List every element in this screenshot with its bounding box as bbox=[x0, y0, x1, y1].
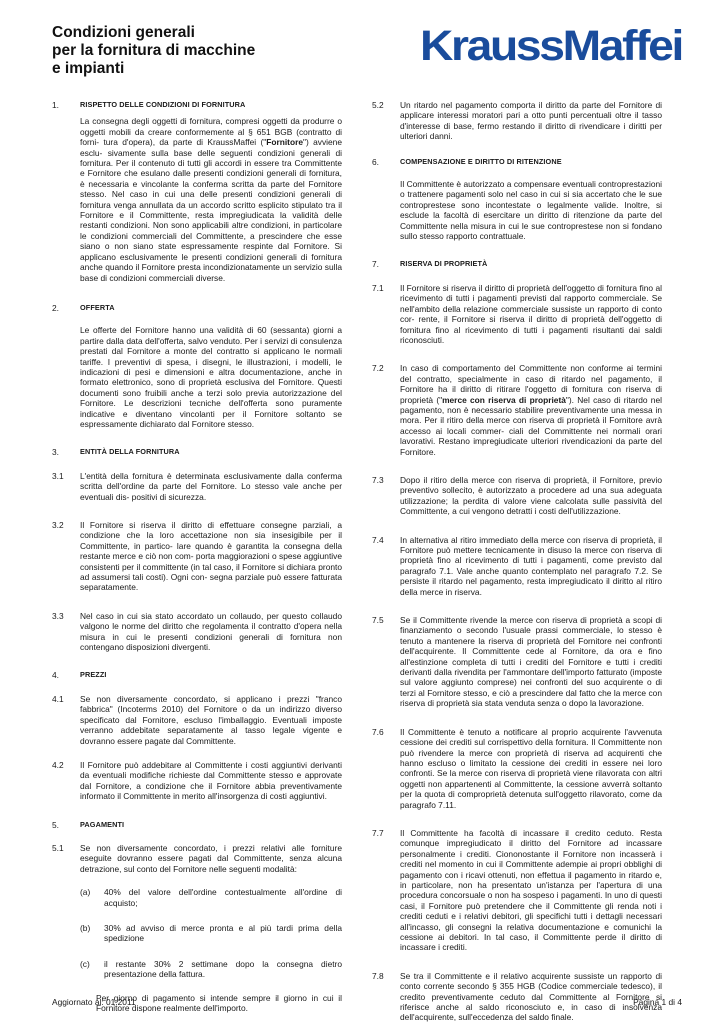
section-heading: RISERVA DI PROPRIETÀ bbox=[400, 259, 488, 269]
section-text: Il Committente è autorizzato a compensare eventuali controprestazioni o trattenere pagamenti solo nel caso in cui si sia accertato che le sue controprestese sono incontestate o legalmente valide. Inoltre, si esclude la facoltà di esercitare un diritto di ritenzione da parte del Committente nella misura in cui le sue controprestese non si fondano sullo stesso rapporto contrattuale. bbox=[400, 179, 662, 242]
section-text: Il Committente è tenuto a notificare al proprio acquirente l'avvenuta cessione dei crediti sul corrispettivo della fornitura. Il Committente non può rivendere la merce con proprietà di riserva ad acquirenti che hanno escluso o limitato la cessione dei crediti in essere nei loro confronti. Se la merce con riserva di proprietà viene rilavorata con altri oggetti non appartenenti al Committente, la cessione avverrà soltanto per la quota di comproprietà detenuta sull'oggetto rilavorato, come da paragrafo 7.11. bbox=[400, 726, 662, 810]
section-number: 3.2 bbox=[52, 520, 64, 530]
section-5 bbox=[52, 820, 342, 830]
section-number: 7.1 bbox=[372, 282, 384, 293]
section-4-1 bbox=[52, 694, 342, 746]
left-column bbox=[52, 100, 342, 1026]
section-7-3 bbox=[372, 475, 662, 517]
section-number: 6. bbox=[372, 156, 379, 167]
section-3 bbox=[52, 447, 342, 457]
section-number: 7.5 bbox=[372, 615, 384, 626]
section-number: 7.8 bbox=[372, 970, 384, 981]
section-text: Nel caso in cui sia stato accordato un collaudo, per questo collaudo valgono le norme del diritto che regolamenta il contratto d'opera nella misura in cui le presenti condizioni generali di fornitura non contengano disposizioni divergenti. bbox=[80, 610, 342, 653]
section-7 bbox=[372, 259, 662, 269]
section-text: Il Committente ha facoltà di incassare il credito ceduto. Resta comunque impregiudicato il diritto del Fornitore ad incassare personalmente i crediti. Ciononostante il Fornitore non incasserà i crediti nel momento in cui il Committente adempie ai propri obblighi di pagamento con i ricavi ottenuti, non effettua il pagamento in ritardo e, in particolare, non ha presentato un'istanza per l'apertura di una procedura concorsuale o non ha sospeso i pagamenti. In uno di questi casi, il Fornitore può pretendere che il Committente gli renda noti i crediti ceduti e i relativi debitori, gli specifichi tutti i dettagli necessari all'incasso, gli consegni la relativa documentazione e comunichi la cessione ai debitori. In tal caso, il Committente perde il diritto di incassare i crediti. bbox=[400, 827, 662, 953]
section-number: 3.3 bbox=[52, 610, 64, 621]
section-text: Se il Committente rivende la merce con riserva di proprietà a scopi di finanziamento o secondo l'usuale prassi commerciale, lo stesso è tenuto a mantenere la riserva di proprietà del Fornitore nei confronti dell'acquirente. Il Committente cede al Fornitore, da ora e fino all'estinzione completa di tutti i crediti del Fornitore e tutti i crediti derivanti dalla rivendita per l'ammontare dell'importo fatturato (imposte sul valore aggiunto comprese) nei confronti del suo acquirente o di terzi al Fornitore stesso, e ciò a prescindere dal fatto che la merce con riserva di proprietà sia stata venduta senza o dopo la lavorazione. bbox=[400, 615, 662, 709]
list-item-b bbox=[80, 923, 342, 944]
logo-text: KraussMaffei bbox=[420, 22, 682, 70]
section-6 bbox=[372, 157, 662, 242]
footer-date: Aggiornato al: 01.2011 bbox=[52, 997, 136, 1007]
section-text: Il Fornitore si riserva il diritto di effettuare consegne parziali, a condizione che la loro accettazione non sia insesigibile per il Committente, in partico- lare quando è garantita la consegna della restante merce e ciò non com- porta maggiorazioni o spese aggiuntive consistenti per il committente (in tal caso, il Fornitore si dichiara pronto ad assumersi tali costi). Ogni con- segna parziale può essere fatturata separatamente. bbox=[80, 520, 342, 593]
section-number: 4.2 bbox=[52, 759, 64, 770]
section-7-6 bbox=[372, 727, 662, 810]
section-4 bbox=[52, 670, 342, 680]
section-number: 4. bbox=[52, 670, 59, 681]
list-item-c bbox=[80, 959, 342, 980]
list-text: il restante 30% 2 settimane dopo la consegna dietro presentazione della fattura. bbox=[104, 958, 342, 980]
section-number: 7.2 bbox=[372, 363, 384, 374]
section-text: Il Fornitore si riserva il diritto di proprietà dell'oggetto di fornitura fino al ricevimento di tutti i pagamenti previsti dal rapporto commerciale. Se nell'ambito della relazione commerciale sussiste un rapporto di conto cor- rente, il Fornitore si riserva il diritto di proprietà dell'oggetto di fornitura fino al ricevimento di tutti i pagamenti risultanti dai saldi riconosciuti. bbox=[400, 282, 662, 345]
list-item-a bbox=[80, 887, 342, 908]
section-3-3 bbox=[52, 611, 342, 653]
section-number: 3. bbox=[52, 447, 59, 458]
section-4-2 bbox=[52, 760, 342, 802]
footer-page-number: Pagina 1 di 4 bbox=[633, 997, 682, 1007]
list-text: 30% ad avviso di merce pronta e al più tardi prima della spedizione bbox=[104, 922, 342, 944]
section-number: 5.2 bbox=[372, 100, 384, 110]
section-text: Il Fornitore può addebitare al Committente i costi aggiuntivi derivanti da eventuali modifiche richieste dal Committente stesso e approvate dal Fornitore, a condizione che il Fornitore abbia preventivamente informato il Committente in merito all'insorgenza di costi aggiuntivi. bbox=[80, 759, 342, 802]
section-number: 7. bbox=[372, 259, 379, 270]
section-text: La consegna degli oggetti di fornitura, compresi oggetti da produrre o oggetti mobili da creare conformemente al § 651 BGB (contratto di forni- tura d'opera), da parte di KraussMaffei ("Fornitore") avviene esclu- sivamente sulla base delle seguenti condizioni generali di fornitura. Per il contenuto di tutti gli accordi in essere tra Committente e Fornitore che esulano dalle presenti condizioni generali di fornitura, è necessaria e vincolante la conferma scritta da parte del Fornitore stesso. Nel caso in cui una delle presenti condizioni generali di fornitura venga annullata da un accordo scritto esplicito stipulato tra il Fornitore e il Committente, resta impregiudicata la validità delle restanti condizioni. Non sono applicabili altre condizioni, in particolare le condizioni commerciali del Committente, a prescindere che esse siano o non siano state espressamente respinte dal Fornitore. Si applicano esclusivamente le presenti condizioni generali di fornitura anche quando il Fornitore presta incondizionatamente un servizio sulla base di condizioni commerciali diverse. bbox=[80, 116, 342, 283]
section-number: 3.1 bbox=[52, 470, 64, 481]
list-text: 40% del valore dell'ordine contestualmente all'ordine di acquisto; bbox=[104, 887, 342, 908]
section-text: Per giorno di pagamento si intende sempre il giorno in cui il Fornitore dispone realmente dell'importo. bbox=[96, 992, 342, 1013]
right-column bbox=[372, 100, 662, 1036]
section-text: In caso di comportamento del Committente non conforme ai termini del contratto, specialmente in caso di ritardo nel pagamento, il Fornitore ha il diritto di ritirare l'oggetto di fornitura con riserva di proprietà ("merce con riserva di proprietà"). Nel caso di ritardo nel pagamento, non è necessario stabilire preventivamente una messa in mora. Per il ritiro della merce con riserva di proprietà il Fornitore avrà accesso ai locali commer- ciali del Committente nei normali orari lavorativi. Restano impregiudicate ulteriori rivendicazioni da parte del Fornitore. bbox=[400, 363, 662, 457]
section-5-1 bbox=[52, 843, 342, 874]
section-number: 7.6 bbox=[372, 726, 384, 737]
title-line-2: per la fornitura di macchine bbox=[52, 42, 256, 59]
section-3-1 bbox=[52, 471, 342, 502]
kraussmaffei-logo bbox=[420, 20, 682, 70]
section-number: 7.4 bbox=[372, 534, 384, 545]
section-heading: OFFERTA bbox=[80, 302, 115, 312]
section-heading: COMPENSAZIONE E DIRITTO DI RITENZIONE bbox=[400, 156, 562, 166]
section-text: Le offerte del Fornitore hanno una validità di 60 (sessanta) giorni a partire dalla data dell'offerta, salvo venduto. Per i servizi di consulenza prestati dal Fornitore a monte del contratto si applicano le normali tariffe. I preventivi di spesa, i disegni, le illustrazioni, i modelli, le indicazioni di pesi e dimensioni e altra documentazione, anche in formato elettronico, sono di proprietà esclusiva del Fornitore. Questi documenti sono fruibili anche a terzi solo previa autorizzazione del Fornitore. Le descrizioni tecniche dell'offerta sono puramente indicative e diventano vincolanti per il Fornitore soltanto se espressamente dichiarato dal Fornitore stesso. bbox=[80, 325, 342, 429]
section-heading: ENTITÀ DELLA FORNITURA bbox=[80, 447, 180, 457]
section-text: Dopo il ritiro della merce con riserva di proprietà, il Fornitore, previo preventivo sollecito, è autorizzato a procedere ad una sua adeguata utilizzazione; la perdita di valore viene calcolata sulle passività del Committente, a cui vengono detratti i costi dell'utilizzazione. bbox=[400, 474, 662, 517]
section-number: 7.3 bbox=[372, 474, 384, 485]
section-1 bbox=[52, 100, 342, 283]
section-heading: PREZZI bbox=[80, 670, 107, 680]
section-7-7 bbox=[372, 828, 662, 953]
section-text: Un ritardo nel pagamento comporta il diritto da parte del Fornitore di applicare interessi moratori pari a otto punti percentuali oltre il tasso d'interesse di base, fermo restando il diritto di rivendicare i diritti per ulteriori danni. bbox=[400, 100, 662, 142]
section-7-2 bbox=[372, 363, 662, 457]
section-number: 2. bbox=[52, 302, 59, 313]
section-text: Se tra il Committente e il relativo acquirente sussiste un rapporto di conto corrente secondo § 355 HGB (Codice commerciale tedesco), il credito preventivamente ceduto dal Committente al Fornitore si riferisce anche al saldo riconosciuto e, in caso di insolvenza dell'acquirente, sull'eccedenza del saldo finale. bbox=[400, 970, 662, 1023]
list-label: (a) bbox=[80, 887, 91, 898]
section-2 bbox=[52, 303, 342, 429]
title-line-3: e impianti bbox=[52, 60, 125, 77]
section-5-2 bbox=[372, 100, 662, 142]
section-number: 7.7 bbox=[372, 827, 384, 838]
document-title bbox=[52, 24, 255, 78]
section-7-4 bbox=[372, 535, 662, 597]
title-line-1: Condizioni generali bbox=[52, 24, 195, 41]
section-7-8 bbox=[372, 971, 662, 1023]
section-number: 5. bbox=[52, 819, 59, 830]
section-text: Se non diversamente concordato, i prezzi relativi alle forniture eseguite dovranno essere pagati dal Committente, senza alcuna detrazione, sul conto del Fornitore nelle seguenti modalità: bbox=[80, 842, 342, 874]
section-number: 1. bbox=[52, 100, 59, 110]
section-heading: PAGAMENTI bbox=[80, 819, 125, 829]
section-number: 4.1 bbox=[52, 693, 64, 704]
section-7-1 bbox=[372, 283, 662, 345]
section-heading: RISPETTO DELLE CONDIZIONI DI FORNITURA bbox=[80, 100, 246, 109]
section-text: In alternativa al ritiro immediato della merce con riserva di proprietà, il Fornitore può mettere tecnicamente in disuso la merce con riserva di proprietà fino al ricevimento di tutti i pagamenti, come previsto dal paragrafo 7.1. Vale anche quanto contemplato nel paragrafo 7.2. Se persiste il ritardo nel pagamento, resta impregiudicato il diritto al ritiro della merce in riserva. bbox=[400, 534, 662, 597]
list-label: (c) bbox=[80, 958, 90, 969]
list-label: (b) bbox=[80, 922, 91, 933]
section-7-5 bbox=[372, 615, 662, 709]
section-text: Se non diversamente concordato, si applicano i prezzi "franco fabbrica" (Incoterms 2010) del Fornitore o da un indirizzo diverso specificato dal Fornitore, escluso l'imballaggio. Eventuali imposte verranno addebitate separatamente al tasso legale vigente e dovranno essere pagate dal Committente. bbox=[80, 693, 342, 746]
section-number: 5.1 bbox=[52, 842, 64, 853]
section-text: L'entità della fornitura è determinata esclusivamente dalla conferma scritta dell'ordine da parte del Fornitore. Lo stesso vale anche per eventuali dis- positivi di sicurezza. bbox=[80, 470, 342, 502]
section-3-2 bbox=[52, 520, 342, 593]
